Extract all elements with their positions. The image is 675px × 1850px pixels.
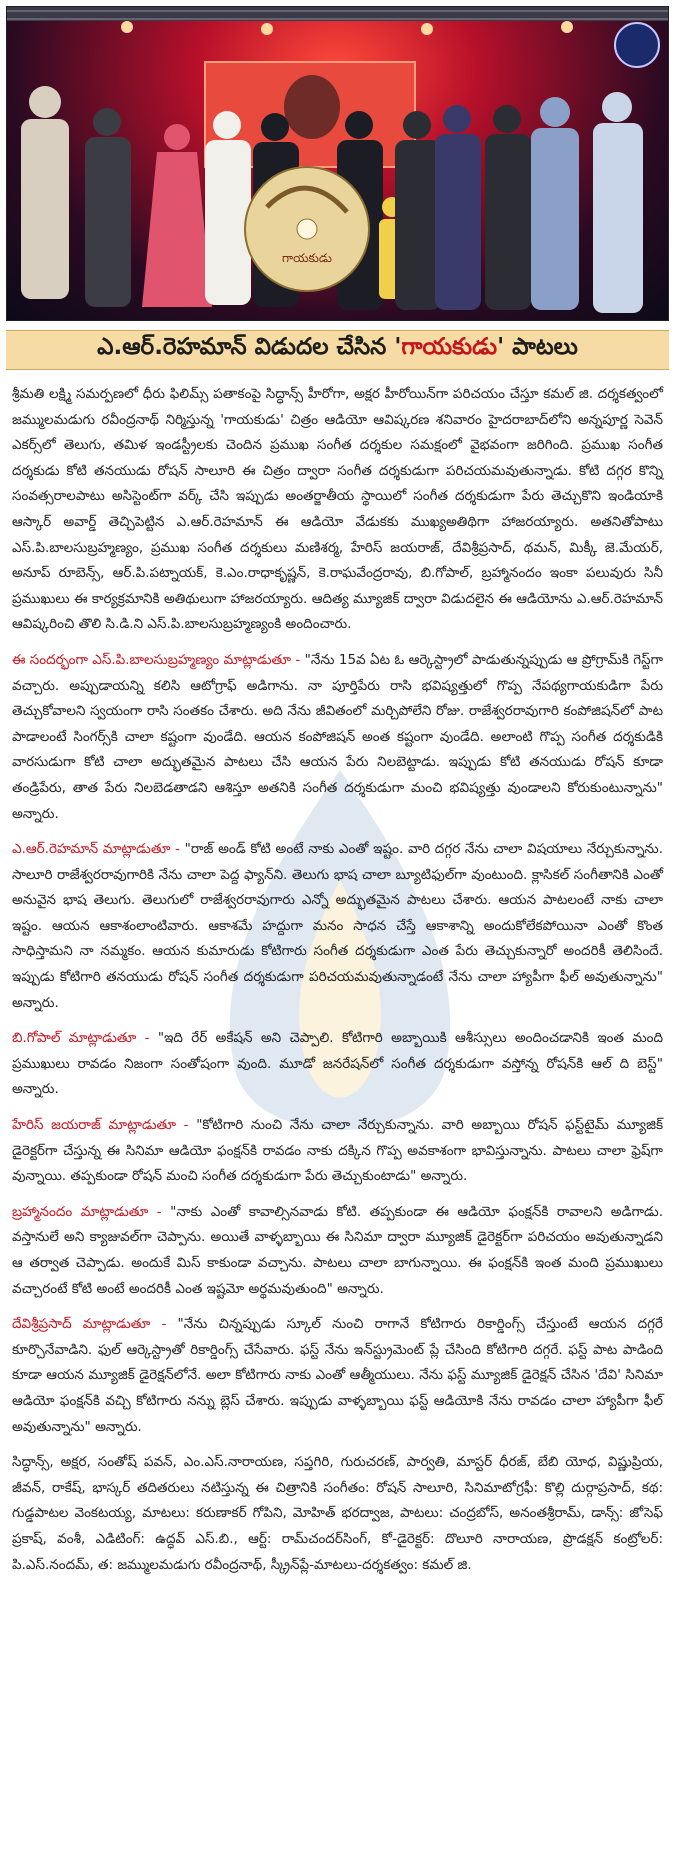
event-photo-illustration — [7, 7, 668, 320]
speaker-label: ఎ.ఆర్.రెహమాన్ మాట్లాడుతూ - — [12, 841, 180, 858]
section-text: "నాకు ఎంతో కావాల్సినవాడు కోటి. తప్పకుండా ఈ ఆడియో ఫంక్షన్‌కి రావాలని అడిగాడు. వస్తానులే అని క్యాజువల్‌గా చెప్పాను. అయితే వాళ్ళబ్బాయి ఈ సినిమా ద్వారా మ్యూజిక్ డైరెక్టర్‌గా పరిచయం అవుతున్నాడని ఆ తర్వాత చెప్పాడు. అందుకే మిస్ కాకుండా వచ్చాను. పాటలు చాలా బాగున్నాయి. ఈ ఫంక్షన్‌కి ఇంత మంది ప్రముఖులు వచ్చారంటే కోటి అంటే అందరికీ ఎంత ఇష్టమో అర్థమవుతుంది" అన్నారు. — [12, 1203, 663, 1297]
section-text: "రాజ్ అండ్ కోటి అంటే నాకు ఎంతో ఇష్టం. వారి దగ్గర నేను చాలా విషయాలు నేర్చుకున్నాను. సాలూరి రాజేశ్వరరావుగారికి నేను చాలా పెద్ద ఫ్యాన్‌ని. తెలుగు భాష చాలా బ్యూటిఫుల్‌గా వుంటుంది. క్లాసికల్ సంగీతానికి ఎంతో అనువైన భాష తెలుగు. తెలుగులో రాజేశ్వరరావుగారు ఎన్నో అద్భుతమైన పాటలు చేశారు. ఆయన పాటలంటే నాకు చాలా ఇష్టం. ఆయన ఆకాశంలాంటివారు. ఆకాశమే హద్దుగా మనం సాధన చేస్తే ఆకాశాన్ని అందుకోలేకపోయినా ఎంతో కొంత సాధిస్తామని నా నమ్మకం. ఆయన కుమారుడు కోటిగారు సంగీత దర్శకుడుగా ఎంత పేరు తెచ్చుకున్నారో అందరికీ తెలిసిందే. ఇప్పుడు కోటిగారి తనయుడు రోషన్ సంగీత దర్శకుడుగా పరిచయమవుతున్నాడంటే నేను చాలా హ్యాపీగా ఫీల్ అవుతున్నాను" అన్నారు. — [12, 841, 663, 1011]
headline-banner — [6, 330, 669, 370]
section-text: "ఇది రేర్ అకేషన్ అని చెప్పాలి. కోటిగారి అబ్బాయికి ఆశీస్సులు అందించడానికి ఇంత మంది ప్రముఖులు రావడం నిజంగా సంతోషంగా వుంది. మూడో జనరేషన్‌లో సంగీత దర్శకుడుగా వస్తోన్న రోషన్‌కి ఆల్ ది బెస్ట్" అన్నారు. — [12, 1030, 663, 1098]
article-intro: శ్రీమతి లక్ష్మి సమర్పణలో ధీరు ఫిలిమ్స్ పతాకంపై సిద్ధాన్స్ హీరోగా, అక్షర హీరోయిన్‌గా పరిచయం చేస్తూ కమల్ జి. దర్శకత్వంలో జమ్ములమడుగు రవీంద్రనాథ్ నిర్మిస్తున్న 'గాయకుడు' చిత్రం ఆడియో ఆవిష్కరణ శనివారం హైదరాబాద్‌లోని అన్నపూర్ణ సెవెన్ ఎకర్స్‌లో తెలుగు, తమిళ ఇండస్ట్రీలకు చెందిన ప్రముఖ సంగీత దర్శకుల సమక్షంలో వైభవంగా జరిగింది. ప్రముఖ సంగీత దర్శకుడు కోటి తనయుడు రోషన్ సాలూరి ఈ చిత్రం ద్వారా సంగీత దర్శకుడుగా పరిచయమవుతున్నాడు. కోటి దగ్గర కొన్ని సంవత్సరాలపాటు అసిస్టెంట్‌గా వర్క్ చేసి ఇప్పుడు అంతర్జాతీయ స్థాయిలో సంగీత దర్శకుడుగా పేరు తెచ్చుకొని ఇండియాకి ఆస్కార్ అవార్డ్ తెచ్చిపెట్టిన ఎ.ఆర్.రెహమాన్ ఈ ఆడియో వేడుకకు ముఖ్యఅతిథిగా హాజరయ్యారు. అతనితోపాటు ఎస్.పి.బాలసుబ్రహ్మణ్యం, ప్రముఖ సంగీత దర్శకులు మణిశర్మ, హేరిస్ జయరాజ్, దేవిశ్రీప్రసాద్, థమన్, మిక్కీ జె.మేయర్, అనూప్ రూబెన్స్, ఆర్.పి.పట్నాయక్, కె.ఎం.రాధాకృష్ణన్, కె.రాఘవేంద్రరావు, బి.గోపాల్, బ్రహ్మానందం ఇంకా పలువురు సినీ ప్రముఖులు ఈ కార్యక్రమానికి అతిథులుగా హాజరయ్యారు. ఆదిత్య మ్యూజిక్ ద్వారా విడుదలైన ఈ ఆడియోను ఎ.ఆర్.రెహమాన్ ఆవిష్కరించి తొలి సి.డి.ని ఎస్.పి.బాలసుబ్రహ్మణ్యంకి అందించారు. — [12, 386, 663, 633]
logo-emblem — [615, 23, 659, 67]
article-credits: సిద్ధాన్స్, అక్షర, సంతోష్ పవన్, ఎం.ఎస్.నారాయణ, సప్తగిరి, గురుచరణ్, పార్వతి, మాస్టర్ ధీరజ్, బేబి యోధ, విష్ణుప్రియ, జీవన్, రాకేష్, భాస్కర్ తదితరులు నటిస్తున్న ఈ చిత్రానికి సంగీతం: రోషన్ సాలూరి, సినిమాటోగ్రఫీ: కొల్లి దుర్గాప్రసాద్, కథ: గుడ్డపాటల వెంకటయ్య, మాటలు: కరుణాకర్ గోపిని, మోహిత్ భరద్వాజ, పాటలు: చంద్రబోస్, అనంతశ్రీరామ్, డాన్స్: జోసెఫ్ ప్రకాష్, వంశీ, ఎడిటింగ్: ఉద్ధవ్ ఎస్.బి., ఆర్ట్: రామ్‌చందర్‌సింగ్, కో-డైరెక్టర్: దొలూరి నారాయణ, ప్రొడక్షన్ కంట్రోలర్: పి.ఎస్.నందమ్, త: జమ్ములమడుగు రవీంద్రనాథ్, స్క్రీన్‌ప్లే-మాటలు-దర్శకత్వం: కమల్ జి. — [12, 1454, 663, 1573]
stage-light — [261, 23, 273, 35]
section-text: "కోటిగారి నుంచి నేను చాలా నేర్చుకున్నాను. వారి అబ్బాయి రోషన్ ఫస్ట్‌టైమ్ మ్యూజిక్ డైరెక్టర్‌గా చేస్తున్న ఈ సినిమా ఆడియో ఫంక్షన్‌కి రావడం నాకు దక్కిన గొప్ప అవకాశంగా భావిస్తున్నాను. పాటలు చాలా ఫ్రెష్‌గా వున్నాయి. తప్పకుండా రోషన్ మంచి సంగీత దర్శకుడుగా పేరు తెచ్చుకుంటాడు" అన్నారు. — [12, 1117, 663, 1185]
speaker-label: ఈ సందర్భంగా ఎస్.పి.బాలసుబ్రహ్మణ్యం మాట్లాడుతూ - — [12, 651, 301, 668]
cd-title: గాయకుడు — [282, 251, 332, 265]
stage-light — [561, 21, 573, 33]
stage-light — [421, 23, 433, 35]
headline-film-title: గాయకుడు — [401, 334, 498, 360]
cd-cover — [245, 167, 369, 291]
speaker-label: హేరిస్ జయరాజ్ మాట్లాడుతూ - — [12, 1117, 189, 1134]
article-section — [12, 1113, 663, 1190]
speaker-label: బ్రహ్మానందం మాట్లాడుతూ - — [12, 1203, 162, 1220]
speaker-label: బి.గోపాల్ మాట్లాడుతూ - — [12, 1030, 150, 1047]
article-section — [12, 837, 663, 1016]
section-text: "నేను చిన్నప్పుడు స్కూల్ నుంచి రాగానే కోటిగారు రికార్డింగ్స్ చేస్తుంటే ఆయన దగ్గరే కూర్చొనేవాడిని. ఫుల్ ఆర్కెస్ట్రాతో రికార్డింగ్స్ చేసేవారు. ఫస్ట్ నేను ఇన్‌స్ట్రుమెంట్ ప్లే చేసింది కోటిగారి దగ్గరే. ఫస్ట్ పాట పాడింది కూడా ఆయన మ్యూజిక్ డైరెక్షన్‌లోనే. అలా కోటిగారు నాకు ఎంతో ఆత్మీయులు. నేను ఫస్ట్ మ్యూజిక్ డైరెక్షన్ చేసిన 'దేవి' సినిమా ఆడియో ఫంక్షన్‌కి వచ్చి కోటిగారు నన్ను బ్లెస్ చేశారు. ఇప్పుడు వాళ్ళబ్బాయి ఫస్ట్ ఆడియోకి నేను రావడం చాలా హ్యాపీగా ఫీల్ అవుతున్నాను" అన్నారు. — [12, 1316, 663, 1435]
section-text: "నేను 15వ ఏట ఓ ఆర్కెస్ట్రాలో పాడుతున్నప్పుడు ఆ ప్రోగ్రామ్‌కి గెస్ట్‌గా వచ్చారు. అప్పుడాయన్ని కలిసి ఆటోగ్రాఫ్ అడిగాను. నా పూర్తిపేరు రాసి భవిష్యత్తులో గొప్ప నేపథ్యగాయకుడిగా పేరు తెచ్చుకోవాలని స్వయంగా రాసి సంతకం చేశారు. అది నేను జీవితంలో మర్చిపోలేని రోజు. రాజేశ్వరరావుగారి కంపోజిషన్‌లో పాట పాడాలంటే సింగర్స్‌కి చాలా కష్టంగా వుండేది. ఆయన కంపోజిషన్ అంత కష్టంగా వుండేది. అలాంటి గొప్ప సంగీత దర్శకుడికి వారసుడుగా కోటి చాలా అద్భుతమైన పాటలు చేసి ఆయన పేరు నిలబెట్టాడు. ఇప్పుడు కోటి తనయుడు రోషన్ కూడా తండ్రిపేరు, తాత పేరు నిలబెడతాడని ఆశిస్తూ అతనికి సంగీత దర్శకుడుగా మంచి భవిష్యత్తు వుండాలని కోరుకుంటున్నాను" అన్నారు. — [12, 651, 663, 822]
speaker-label: దేవిశ్రీప్రసాద్ మాట్లాడుతూ - — [12, 1316, 167, 1333]
article-section — [12, 1200, 663, 1302]
article-section — [12, 1026, 663, 1103]
article-section — [12, 1312, 663, 1440]
article-section — [12, 648, 663, 827]
event-photo — [6, 6, 669, 321]
article-body — [12, 382, 663, 1588]
headline-text: ఎ.ఆర్.రెహమాన్ విడుదల చేసిన 'గాయకుడు' పాటలు — [97, 334, 578, 360]
stage-light — [121, 21, 133, 33]
